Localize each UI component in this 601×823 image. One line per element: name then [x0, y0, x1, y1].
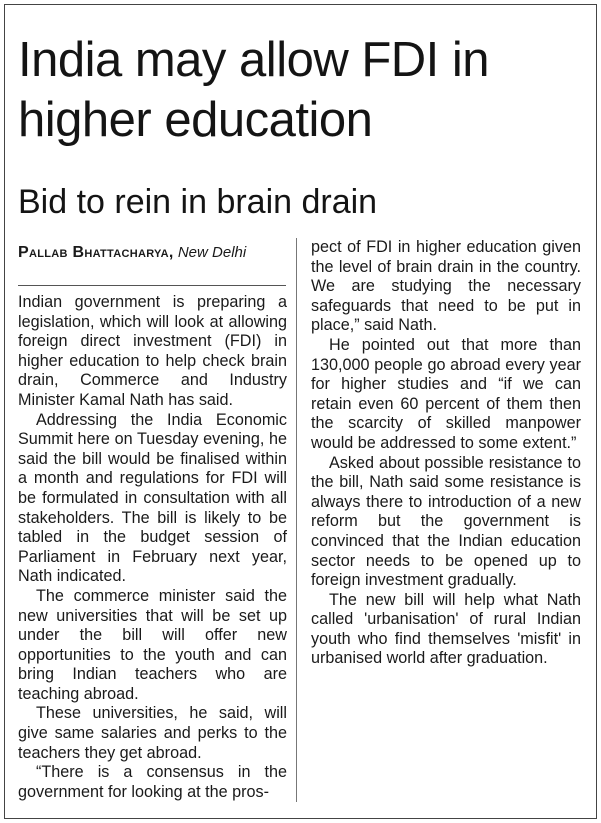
- paragraph: Asked about possible resistance to the bill, Nath said some resistance is always there to introduction of a new reform but the government is convinced that the Indian education sector needs to be opened up to foreign investment gradually.: [311, 453, 581, 590]
- article-column-right: [311, 238, 581, 669]
- paragraph: The commerce minister said the new universities that will be set up under the bill will offer new opportunities to the youth and can bring Indian teachers who are teaching abroad.: [18, 586, 287, 703]
- byline-divider: [18, 285, 286, 286]
- column-divider: [296, 238, 297, 802]
- byline: [18, 243, 288, 262]
- paragraph: Addressing the India Economic Summit here on Tuesday evening, he said the bill would be finalised within a month and regulations for FDI will be formulated in consultation with all stakeholders. The bill is likely to be tabled in the budget session of Parliament in February next year, Nath indicated.: [18, 410, 287, 586]
- paragraph: These universities, he said, will give same salaries and perks to the teachers they get abroad.: [18, 704, 287, 762]
- paragraph: Indian government is preparing a legislation, which will look at allowing foreign direct investment (FDI) in higher education to help check brain drain, Commerce and Industry Minister Kamal Nath has said.: [18, 293, 287, 409]
- paragraph: pect of FDI in higher education given the level of brain drain in the country. We are studying the necessary safeguards that need to be put in place,” said Nath.: [311, 238, 581, 335]
- article-subheadline: Bid to rein in brain drain: [18, 183, 378, 221]
- byline-location: New Delhi: [177, 244, 247, 261]
- byline-author: Pallab Bhattacharya,: [18, 244, 174, 261]
- article-column-left: [18, 293, 287, 802]
- paragraph: The new bill will help what Nath called 'urbanisation' of rural Indian youth who find themselves 'misfit' in urbanised world after graduation.: [311, 590, 581, 668]
- article-headline: India may allow FDI in higher education: [18, 33, 490, 147]
- paragraph: “There is a consensus in the government for looking at the pros-: [18, 763, 287, 801]
- paragraph: He pointed out that more than 130,000 people go abroad every year for higher studies and “if we can retain even 60 percent of them then the scarcity of skilled manpower would be addressed to some extent.”: [311, 335, 581, 452]
